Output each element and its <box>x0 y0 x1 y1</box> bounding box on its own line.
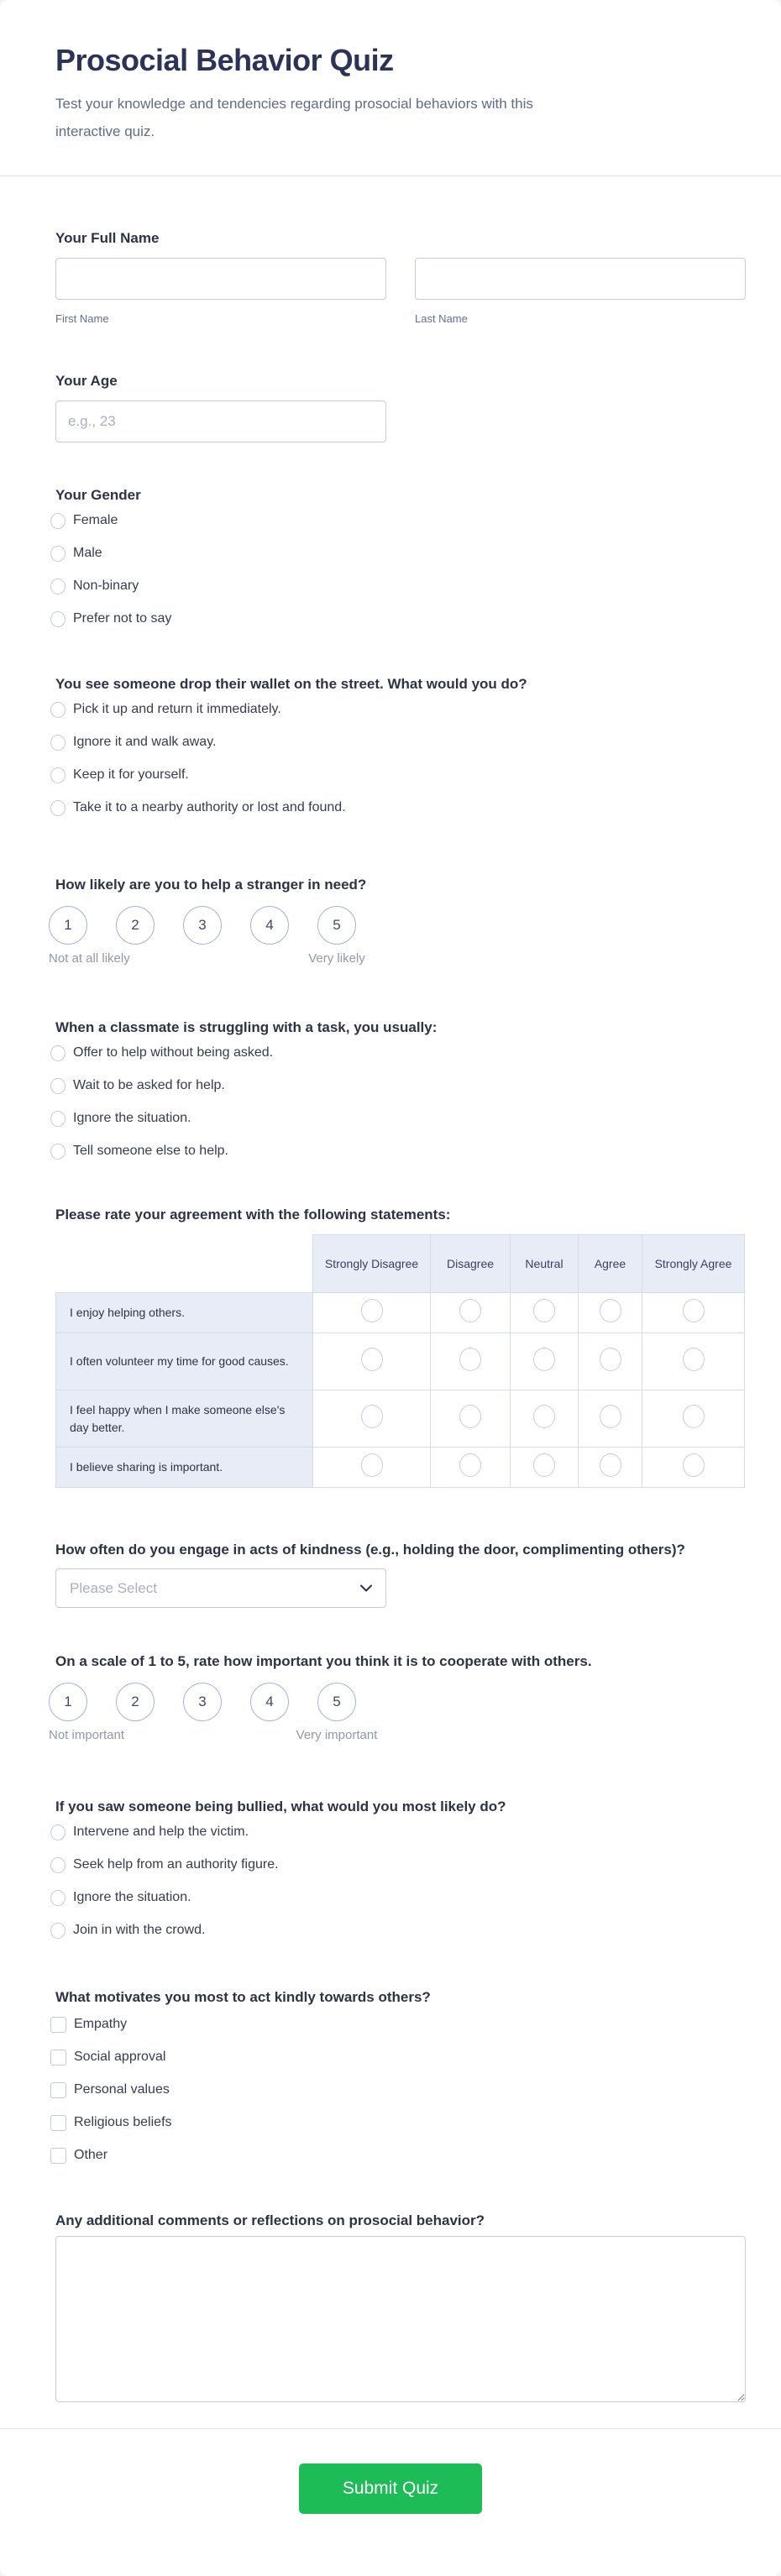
matrix-radio-icon[interactable] <box>459 1453 481 1477</box>
checkbox-option-personal-values[interactable] <box>50 2080 746 2100</box>
matrix-cell <box>313 1333 431 1390</box>
matrix-row-volunteer <box>56 1333 745 1390</box>
first-name-field[interactable] <box>55 258 386 300</box>
chevron-down-icon <box>360 1584 372 1592</box>
radio-option-return-wallet[interactable] <box>50 699 746 720</box>
option-label: Tell someone else to help. <box>73 1144 228 1159</box>
checkbox-option-empathy[interactable] <box>50 2014 746 2034</box>
option-label: Seek help from an authority figure. <box>73 1857 279 1872</box>
submit-area <box>0 2429 781 2553</box>
question-classmate <box>55 1019 746 1161</box>
question-kindness-frequency <box>55 1538 746 1608</box>
radio-icon <box>50 1825 66 1840</box>
scale-point-2[interactable]: 2 <box>116 1683 155 1721</box>
question-cooperate-scale <box>49 1653 746 1743</box>
question-label: When a classmate is struggling with a task, you usually: <box>55 1019 438 1036</box>
radio-icon <box>50 1857 66 1873</box>
matrix-cell <box>511 1390 579 1448</box>
option-label: Join in with the crowd. <box>73 1923 206 1938</box>
option-label: Keep it for yourself. <box>73 767 189 783</box>
option-label: Female <box>73 513 118 528</box>
radio-icon <box>50 767 66 783</box>
matrix-radio-icon[interactable] <box>600 1299 621 1322</box>
scale-labels <box>49 951 746 965</box>
agreement-matrix-table <box>55 1234 745 1488</box>
form-body <box>0 176 781 2428</box>
scale-point-4[interactable]: 4 <box>250 1683 289 1721</box>
age-field[interactable] <box>55 401 386 442</box>
scale-labels <box>49 1728 746 1741</box>
question-wallet <box>55 676 746 818</box>
radio-option-tell-someone[interactable] <box>50 1141 746 1161</box>
radio-icon <box>50 702 66 718</box>
radio-icon <box>50 1923 66 1939</box>
scale-max-label: Very likely <box>308 951 365 966</box>
radio-option-ignore-bullying[interactable] <box>50 1887 746 1908</box>
matrix-radio-icon[interactable] <box>459 1405 481 1428</box>
matrix-radio-icon[interactable] <box>600 1453 621 1477</box>
scale-min-label: Not at all likely <box>49 951 130 966</box>
question-comments <box>55 2212 746 2402</box>
radio-option-wait-asked[interactable] <box>50 1076 746 1096</box>
question-age <box>55 373 746 442</box>
question-bullied <box>55 1798 746 1940</box>
radio-option-male[interactable] <box>50 543 746 563</box>
radio-icon <box>50 1890 66 1906</box>
matrix-radio-icon[interactable] <box>361 1348 383 1371</box>
radio-icon <box>50 800 66 816</box>
radio-icon <box>50 1045 66 1061</box>
matrix-radio-icon[interactable] <box>533 1348 555 1371</box>
question-label: You see someone drop their wallet on the street. What would you do? <box>55 676 527 693</box>
option-label: Ignore the situation. <box>73 1890 191 1905</box>
last-name-field[interactable] <box>415 258 746 300</box>
option-label: Offer to help without being asked. <box>73 1045 274 1060</box>
matrix-radio-icon[interactable] <box>459 1348 481 1371</box>
scale-point-1[interactable]: 1 <box>49 906 87 945</box>
matrix-radio-icon[interactable] <box>683 1348 705 1371</box>
dropdown-selected-value: Please Select <box>70 1579 157 1596</box>
radio-option-non-binary[interactable] <box>50 576 746 596</box>
option-label: Male <box>73 546 102 561</box>
scale-point-3[interactable]: 3 <box>183 906 222 945</box>
radio-option-lost-and-found[interactable] <box>50 798 746 818</box>
matrix-cell <box>642 1333 745 1390</box>
classmate-options <box>50 1043 746 1161</box>
matrix-cell <box>313 1448 431 1488</box>
option-label: Other <box>74 2148 108 2163</box>
radio-icon <box>50 1078 66 1094</box>
option-label: Social approval <box>74 2050 166 2065</box>
kindness-frequency-select[interactable] <box>55 1568 386 1608</box>
matrix-row-label: I enjoy helping others. <box>56 1293 313 1333</box>
question-full-name <box>55 230 746 325</box>
matrix-cell <box>313 1293 431 1333</box>
scale-circles <box>49 906 746 945</box>
matrix-row-label: I believe sharing is important. <box>56 1448 313 1488</box>
question-motivation <box>55 1989 746 2165</box>
radio-icon <box>50 546 66 562</box>
checkbox-option-other[interactable] <box>50 2145 746 2165</box>
scale-min-label: Not important <box>49 1728 125 1743</box>
matrix-cell <box>431 1448 511 1488</box>
matrix-cell <box>642 1448 745 1488</box>
matrix-col-agree: Agree <box>579 1235 642 1293</box>
scale-point-3[interactable]: 3 <box>183 1683 222 1721</box>
scale-point-2[interactable]: 2 <box>116 906 155 945</box>
matrix-radio-icon[interactable] <box>600 1405 621 1428</box>
radio-icon <box>50 1111 66 1127</box>
radio-option-join-crowd[interactable] <box>50 1920 746 1940</box>
checkbox-option-social-approval[interactable] <box>50 2047 746 2067</box>
option-label: Intervene and help the victim. <box>73 1825 249 1840</box>
option-label: Empathy <box>74 2017 128 2032</box>
matrix-cell <box>313 1390 431 1448</box>
matrix-radio-icon[interactable] <box>459 1299 481 1322</box>
last-name-sublabel: Last Name <box>415 312 468 326</box>
matrix-cell <box>642 1293 745 1333</box>
scale-max-label: Very important <box>296 1728 378 1743</box>
name-row <box>55 258 746 325</box>
question-label: Your Age <box>55 373 118 390</box>
question-label: Your Gender <box>55 487 141 504</box>
checkbox-icon <box>50 2148 66 2164</box>
checkbox-icon <box>50 2115 66 2131</box>
first-name-sublabel: First Name <box>55 312 109 326</box>
question-agreement-matrix <box>55 1207 746 1488</box>
question-label: If you saw someone being bullied, what would you most likely do? <box>55 1798 506 1815</box>
cooperate-scale-widget <box>49 1683 746 1741</box>
radio-option-keep-wallet[interactable] <box>50 765 746 785</box>
option-label: Pick it up and return it immediately. <box>73 702 281 717</box>
option-label: Ignore the situation. <box>73 1111 191 1126</box>
option-label: Personal values <box>74 2082 170 2097</box>
scale-point-5[interactable]: 5 <box>317 906 356 945</box>
matrix-radio-icon[interactable] <box>683 1453 705 1477</box>
radio-icon <box>50 735 66 751</box>
matrix-row-sharing-important <box>56 1448 745 1488</box>
option-label: Wait to be asked for help. <box>73 1078 225 1093</box>
matrix-cell <box>511 1293 579 1333</box>
scale-point-1[interactable]: 1 <box>49 1683 87 1721</box>
matrix-radio-icon[interactable] <box>533 1299 555 1322</box>
comments-textarea[interactable] <box>55 2236 746 2402</box>
matrix-cell <box>579 1390 642 1448</box>
matrix-col-strongly-agree: Strongly Agree <box>642 1235 745 1293</box>
option-label: Ignore it and walk away. <box>73 735 217 750</box>
matrix-radio-icon[interactable] <box>683 1299 705 1322</box>
matrix-row-enjoy-helping <box>56 1293 745 1333</box>
matrix-radio-icon[interactable] <box>361 1453 383 1477</box>
matrix-cell <box>431 1333 511 1390</box>
bullied-options <box>50 1822 746 1940</box>
matrix-corner-cell <box>56 1235 313 1293</box>
question-stranger-scale <box>49 877 746 966</box>
wallet-options <box>50 699 746 818</box>
page-title: Prosocial Behavior Quiz <box>55 43 394 77</box>
matrix-cell <box>431 1390 511 1448</box>
question-label: What motivates you most to act kindly towards others? <box>55 1989 431 2006</box>
matrix-radio-icon[interactable] <box>533 1405 555 1428</box>
question-label: How often do you engage in acts of kindness (e.g., holding the door, complimenting others)? <box>55 1542 685 1558</box>
matrix-col-disagree: Disagree <box>431 1235 511 1293</box>
question-label: Please rate your agreement with the following statements: <box>55 1207 451 1223</box>
matrix-radio-icon[interactable] <box>361 1405 383 1428</box>
matrix-cell <box>579 1293 642 1333</box>
gender-options <box>50 510 746 629</box>
radio-option-ignore-situation[interactable] <box>50 1108 746 1128</box>
scale-point-5[interactable]: 5 <box>317 1683 356 1721</box>
matrix-cell <box>431 1293 511 1333</box>
checkbox-icon <box>50 2050 66 2066</box>
radio-option-offer-help[interactable] <box>50 1043 746 1063</box>
radio-option-ignore-wallet[interactable] <box>50 732 746 752</box>
radio-option-intervene[interactable] <box>50 1822 746 1842</box>
form-description: Test your knowledge and tendencies regarding prosocial behaviors with this interactive quiz. <box>55 96 533 140</box>
stranger-scale-widget <box>49 906 746 965</box>
radio-icon <box>50 579 66 594</box>
matrix-row-label: I feel happy when I make someone else's day better. <box>56 1390 313 1448</box>
question-label: How likely are you to help a stranger in need? <box>55 877 367 893</box>
motivation-options <box>50 2014 746 2165</box>
matrix-row-label: I often volunteer my time for good causes. <box>56 1333 313 1390</box>
question-gender <box>55 487 746 629</box>
form-header <box>0 0 781 176</box>
question-label: Your Full Name <box>55 230 160 247</box>
question-label: Any additional comments or reflections on prosocial behavior? <box>55 2212 485 2229</box>
radio-option-female[interactable] <box>50 510 746 531</box>
matrix-col-strongly-disagree: Strongly Disagree <box>313 1235 431 1293</box>
checkbox-icon <box>50 2017 66 2033</box>
radio-option-prefer-not-to-say[interactable] <box>50 609 746 629</box>
radio-icon <box>50 611 66 627</box>
matrix-radio-icon[interactable] <box>533 1453 555 1477</box>
matrix-radio-icon[interactable] <box>600 1348 621 1371</box>
option-label: Religious beliefs <box>74 2115 172 2130</box>
matrix-radio-icon[interactable] <box>361 1299 383 1322</box>
first-name-col <box>55 258 386 325</box>
matrix-cell <box>579 1448 642 1488</box>
option-label: Prefer not to say <box>73 611 172 626</box>
scale-point-4[interactable]: 4 <box>250 906 289 945</box>
matrix-radio-icon[interactable] <box>683 1405 705 1428</box>
checkbox-icon <box>50 2082 66 2098</box>
matrix-cell <box>511 1448 579 1488</box>
last-name-col <box>415 258 746 325</box>
matrix-cell <box>511 1333 579 1390</box>
matrix-cell <box>579 1333 642 1390</box>
radio-icon <box>50 1144 66 1160</box>
question-label: On a scale of 1 to 5, rate how important you think it is to cooperate with others. <box>55 1653 592 1670</box>
checkbox-option-religious-beliefs[interactable] <box>50 2113 746 2133</box>
option-label: Non-binary <box>73 579 139 594</box>
option-label: Take it to a nearby authority or lost and found. <box>73 800 346 815</box>
radio-icon <box>50 513 66 529</box>
matrix-row-make-day-better <box>56 1390 745 1448</box>
submit-quiz-button[interactable]: Submit Quiz <box>299 2463 482 2514</box>
matrix-cell <box>642 1390 745 1448</box>
matrix-col-neutral: Neutral <box>511 1235 579 1293</box>
radio-option-seek-help[interactable] <box>50 1855 746 1875</box>
scale-circles <box>49 1683 746 1721</box>
